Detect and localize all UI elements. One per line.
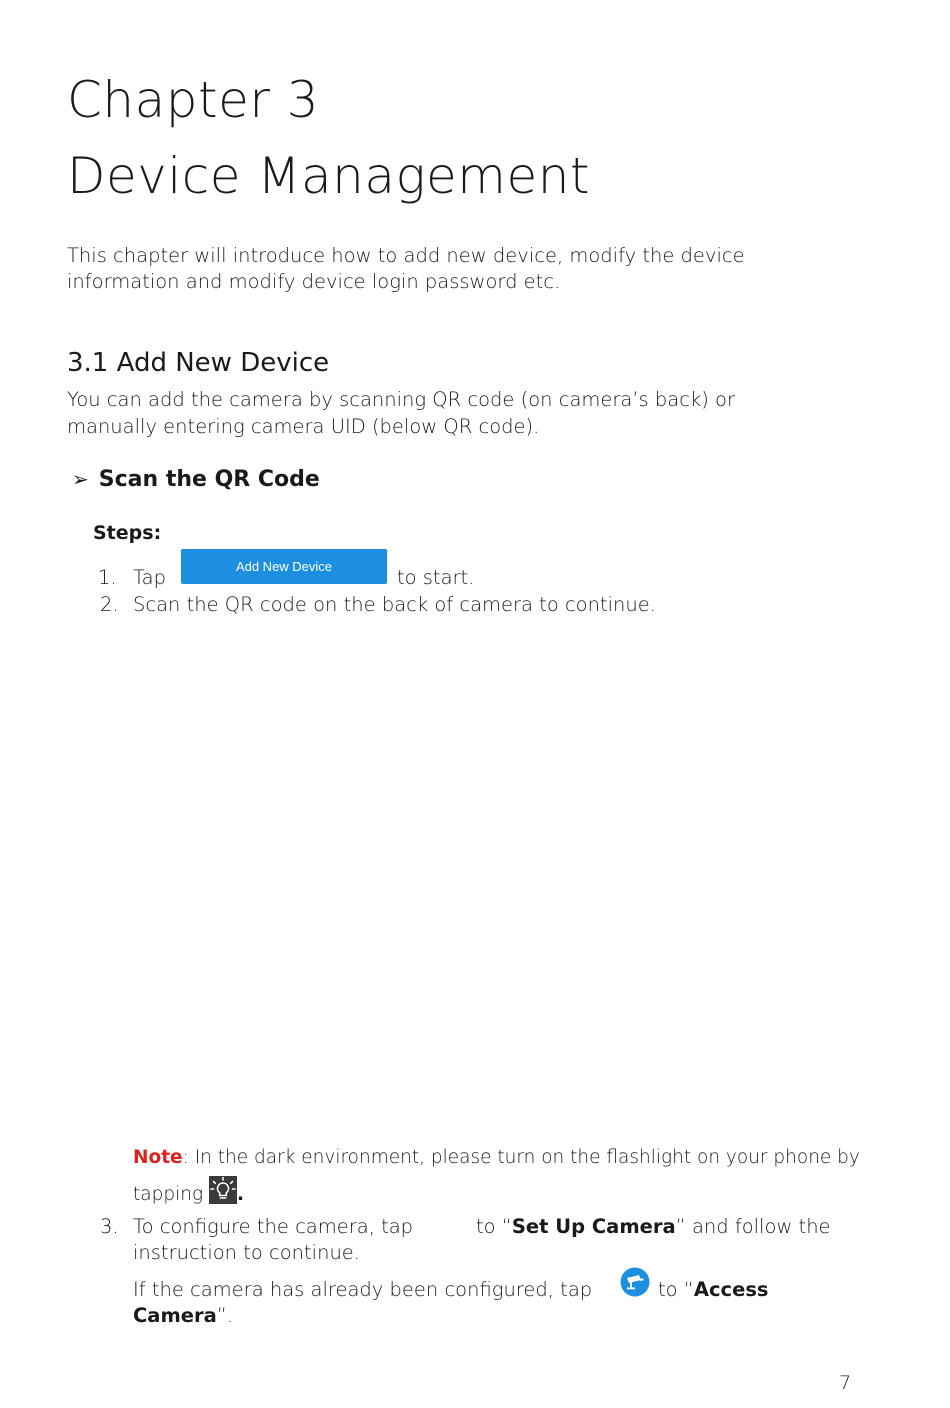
subsection-title: Scan the QR Code bbox=[98, 467, 320, 492]
steps-label: Steps: bbox=[93, 522, 162, 544]
lightbulb-icon bbox=[209, 1176, 237, 1204]
chapter-name: Device Management bbox=[67, 147, 591, 205]
chapter-number: Chapter 3 bbox=[67, 71, 320, 129]
step-2-text: Scan the QR code on the back of camera to continue. bbox=[133, 593, 656, 616]
step-3-extra-rest bbox=[658, 1276, 769, 1303]
step-3-text-rest bbox=[476, 1213, 831, 1240]
step-2-number: 2. bbox=[100, 593, 119, 616]
page-number: 7 bbox=[839, 1372, 852, 1394]
intro-line-1: This chapter will introduce how to add new device, modify the device bbox=[67, 244, 745, 267]
note-label: Note bbox=[133, 1147, 183, 1168]
add-new-device-button[interactable]: Add New Device bbox=[181, 549, 387, 584]
chapter-title bbox=[67, 62, 590, 214]
access-label: Access bbox=[693, 1278, 769, 1301]
section-paragraph bbox=[67, 386, 827, 440]
step-3-extra-end: ”. bbox=[216, 1304, 234, 1327]
section-heading: 3.1 Add New Device bbox=[67, 348, 330, 378]
step-3-extra-quote-open: to “ bbox=[658, 1278, 694, 1301]
step-3-number: 3. bbox=[100, 1215, 119, 1238]
step-1-text-before: Tap bbox=[133, 566, 167, 589]
intro-paragraph bbox=[67, 243, 827, 295]
camera-icon bbox=[620, 1267, 650, 1297]
step-1-text-after: to start. bbox=[397, 566, 475, 589]
step-3-text-before: To configure the camera, tap bbox=[133, 1215, 414, 1238]
note-tapping: tapping bbox=[133, 1184, 204, 1205]
note-end: . bbox=[236, 1184, 244, 1205]
step-3-extra-before: If the camera has already been configured, tap bbox=[133, 1278, 593, 1301]
note-text: : In the dark environment, please turn on the flashlight on your phone by bbox=[182, 1147, 860, 1168]
step-3-extra-line-2 bbox=[133, 1302, 233, 1329]
note-paragraph bbox=[133, 1140, 863, 1213]
step-3-after: ” and follow the bbox=[675, 1215, 831, 1238]
intro-line-2: information and modify device login password etc. bbox=[67, 270, 561, 293]
step-1-number: 1. bbox=[98, 566, 117, 589]
section-line-2: manually entering camera UID (below QR code). bbox=[67, 415, 540, 438]
arrow-bullet-icon: ➢ bbox=[72, 467, 89, 491]
section-line-1: You can add the camera by scanning QR code (on camera’s back) or bbox=[67, 388, 736, 411]
set-up-camera-label: Set Up Camera bbox=[511, 1215, 676, 1238]
camera-label: Camera bbox=[133, 1304, 217, 1327]
step-3-quote-open: to “ bbox=[476, 1215, 512, 1238]
step-3-line-2: instruction to continue. bbox=[133, 1241, 360, 1264]
subsection-heading bbox=[72, 462, 320, 497]
